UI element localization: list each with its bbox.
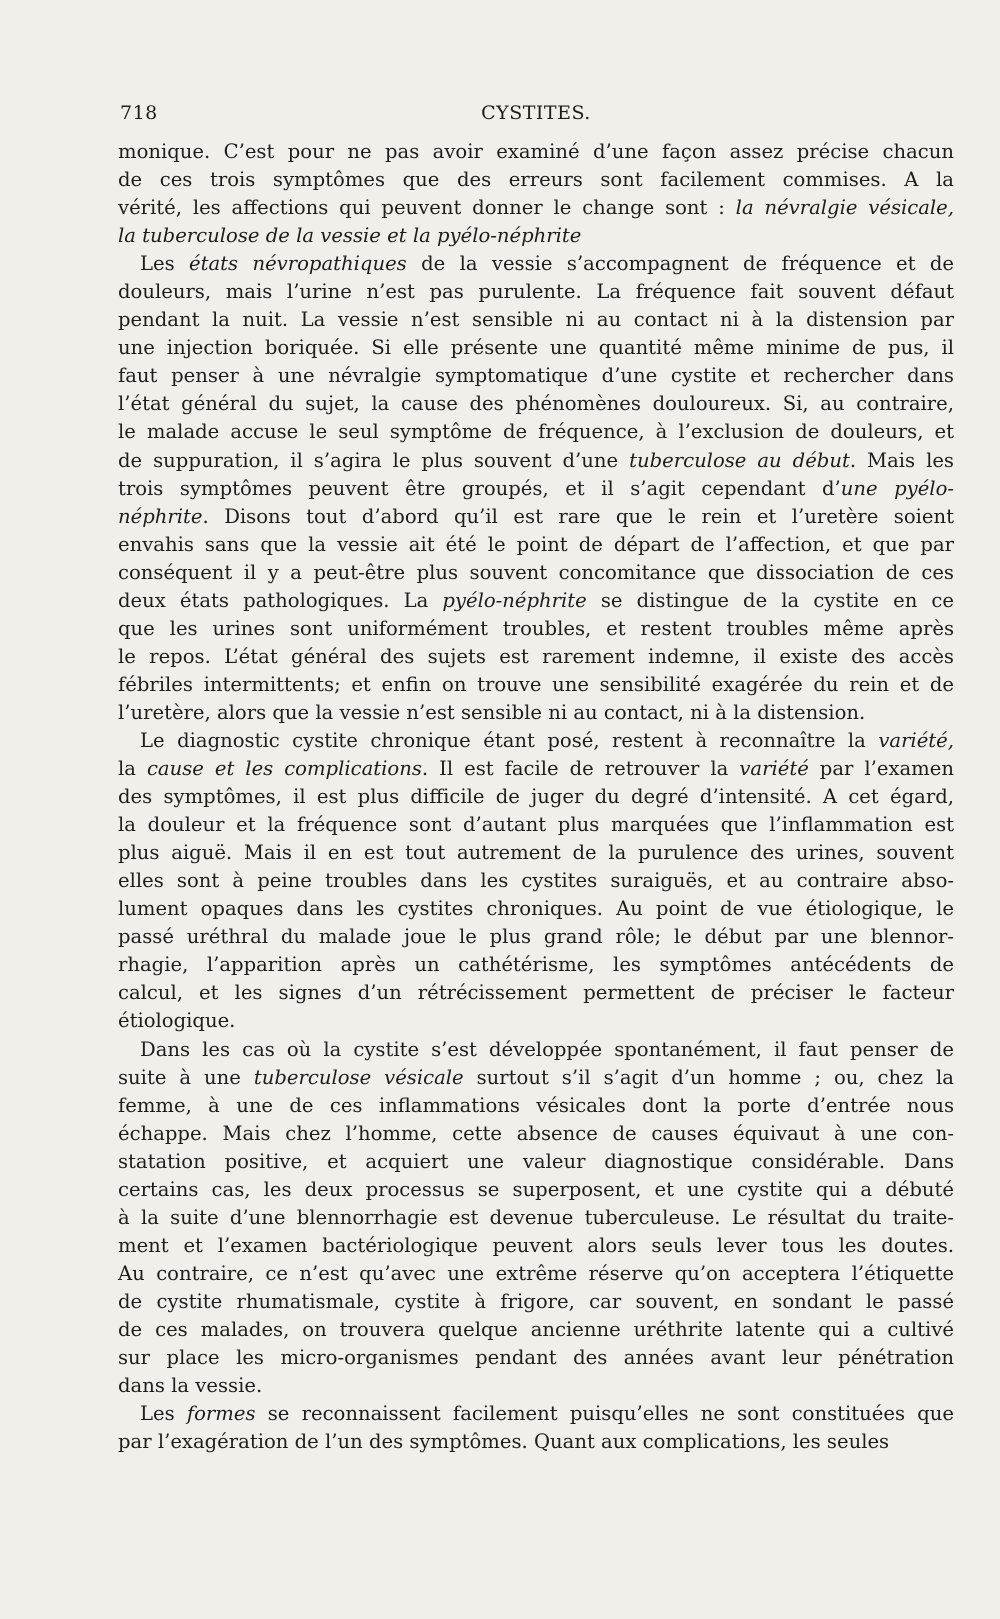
text-segment: que les urines sont uniformément troubles, et restent troubles même après <box>118 616 954 640</box>
text-segment: deux états pathologiques. La <box>118 588 443 612</box>
text-segment: plus aiguë. Mais il en est tout autrement de la purulence des urines, souvent <box>118 841 954 865</box>
text-line <box>118 951 954 979</box>
text-line <box>118 1260 954 1288</box>
text-line <box>118 1232 954 1260</box>
text-line <box>118 166 954 194</box>
text-segment: dans la vessie. <box>118 1374 263 1398</box>
text-segment: . Disons tout d’abord qu’il est rare que le rein et l’uretère soient <box>202 504 954 528</box>
text-line <box>118 250 954 278</box>
text-line <box>118 671 954 699</box>
text-segment: calcul, et les signes d’un rétrécissement permettent de préciser le facteur <box>118 981 954 1005</box>
text-segment: Dans les cas où la cystite s’est développée spontanément, il faut penser de <box>140 1037 954 1061</box>
text-segment: rhagie, l’apparition après un cathétérisme, les symptômes antécédents de <box>118 953 954 977</box>
text-line <box>118 390 954 418</box>
text-line <box>118 1428 954 1456</box>
text-segment: Les <box>140 1402 187 1426</box>
italic-text: la tuberculose de la vessie et la pyélo-néphrite <box>118 224 582 248</box>
text-segment: monique. C’est pour ne pas avoir examiné d’une façon assez précise chacun <box>118 140 954 163</box>
text-line <box>118 1204 954 1232</box>
text-segment: de cystite rhumatismale, cystite à frigore, car souvent, en sondant le passé <box>118 1289 954 1313</box>
text-line <box>118 699 954 727</box>
italic-text: variété, <box>878 728 954 752</box>
text-line <box>118 1120 954 1148</box>
text-line <box>118 334 954 362</box>
text-line <box>118 1036 954 1064</box>
text-segment: l’uretère, alors que la vessie n’est sensible ni au contact, ni à la distension. <box>118 700 866 724</box>
text-line <box>118 1344 954 1372</box>
text-line <box>118 783 954 811</box>
text-segment: se reconnaissent facilement puisqu’elles ne sont constituées que <box>255 1402 954 1426</box>
text-line <box>118 643 954 671</box>
text-segment: par l’exagération de l’un des symptômes. Quant aux complications, les seules <box>118 1430 890 1454</box>
text-segment: fébriles intermittents; et enfin on trouve une sensibilité exagérée du rein et de <box>118 672 954 696</box>
italic-text: variété <box>739 757 809 781</box>
italic-text: tuberculose vésicale <box>253 1065 464 1089</box>
text-segment: envahis sans que la vessie ait été le point de départ de l’affection, et que par <box>118 532 954 556</box>
text-segment: . Mais les <box>849 448 954 472</box>
italic-text: tuberculose au début <box>629 448 850 472</box>
italic-text: une pyélo- <box>840 476 954 500</box>
text-segment: pendant la nuit. La vessie n’est sensible ni au contact ni à la distension par <box>118 308 954 332</box>
text-segment: surtout s’il s’agit d’un homme ; ou, chez la <box>463 1065 954 1089</box>
text-line <box>118 839 954 867</box>
text-segment: à la suite d’une blennorrhagie est devenue tuberculeuse. Le résultat du traite- <box>118 1205 954 1229</box>
italic-text: formes <box>186 1402 256 1426</box>
text-segment: . Il est facile de retrouver la <box>421 757 740 781</box>
text-line <box>118 587 954 615</box>
text-segment: conséquent il y a peut-être plus souvent concomitance que dissociation de ces <box>118 560 954 584</box>
text-line <box>118 475 954 503</box>
text-line <box>118 895 954 923</box>
text-segment: une injection boriquée. Si elle présente une quantité même minime de pus, il <box>118 336 954 360</box>
text-line <box>118 1007 954 1035</box>
text-line <box>118 418 954 446</box>
text-segment: lument opaques dans les cystites chroniques. Au point de vue étiologique, le <box>118 897 954 921</box>
text-line <box>118 1288 954 1316</box>
text-line <box>118 727 954 755</box>
text-segment: le repos. L’état général des sujets est rarement indemne, il existe des accès <box>118 644 954 668</box>
text-segment: Le diagnostic cystite chronique étant posé, restent à reconnaître la <box>140 728 879 752</box>
page-number: 718 <box>120 102 158 124</box>
italic-text: la névralgie vésicale, <box>735 196 955 220</box>
text-segment: sur place les micro-organismes pendant des années avant leur pénétration <box>118 1346 954 1370</box>
text-line <box>118 1064 954 1092</box>
text-segment: de suppuration, il s’agira le plus souvent d’une <box>118 448 630 472</box>
text-line <box>118 559 954 587</box>
text-line <box>118 1148 954 1176</box>
text-line <box>118 222 954 250</box>
text-segment: de la vessie s’accompagnent de fréquence et de <box>406 252 954 276</box>
text-line <box>118 1400 954 1428</box>
text-segment: étiologique. <box>118 1009 236 1033</box>
text-segment: échappe. Mais chez l’homme, cette absence de causes équivaut à une con- <box>118 1121 954 1145</box>
text-line <box>118 1092 954 1120</box>
page-header <box>118 100 954 130</box>
text-line <box>118 278 954 306</box>
text-line <box>118 615 954 643</box>
text-line <box>118 979 954 1007</box>
text-line <box>118 531 954 559</box>
text-line <box>118 306 954 334</box>
italic-text: cause et les complications <box>146 757 422 781</box>
text-segment: suite à une <box>118 1065 254 1089</box>
italic-text: états névropathiques <box>189 252 407 276</box>
text-line <box>118 503 954 531</box>
body-text <box>118 138 954 1456</box>
text-line <box>118 811 954 839</box>
text-line <box>118 1372 954 1400</box>
text-segment: trois symptômes peuvent être groupés, et il s’agit cependant d’ <box>118 476 841 500</box>
running-title: CYSTITES. <box>481 102 591 124</box>
text-segment: la <box>118 757 147 781</box>
italic-text: pyélo-néphrite <box>442 588 587 612</box>
text-line <box>118 447 954 475</box>
text-segment: se distingue de la cystite en ce <box>586 588 954 612</box>
text-segment: la douleur et la fréquence sont d’autant plus marquées que l’inflammation est <box>118 813 954 837</box>
text-segment: statation positive, et acquiert une valeur diagnostique considérable. Dans <box>118 1149 954 1173</box>
text-line <box>118 755 954 783</box>
text-line <box>118 923 954 951</box>
text-line <box>118 1316 954 1344</box>
text-segment: passé uréthral du malade joue le plus grand rôle; le début par une blennor- <box>118 925 954 949</box>
text-segment: par l’examen <box>808 757 954 781</box>
text-line <box>118 362 954 390</box>
text-segment: des symptômes, il est plus difficile de juger du degré d’intensité. A cet égard, <box>118 785 954 809</box>
text-segment: femme, à une de ces inflammations vésicales dont la porte d’entrée nous <box>118 1093 954 1117</box>
text-segment: Les <box>140 252 190 276</box>
text-segment: douleurs, mais l’urine n’est pas purulente. La fréquence fait souvent défaut <box>118 280 954 304</box>
text-segment: le malade accuse le seul symptôme de fréquence, à l’exclusion de douleurs, et <box>118 420 954 444</box>
text-line <box>118 1176 954 1204</box>
text-segment: de ces malades, on trouvera quelque ancienne uréthrite latente qui a cultivé <box>118 1317 954 1341</box>
text-segment: ment et l’examen bactériologique peuvent alors seuls lever tous les doutes. <box>118 1233 954 1257</box>
text-segment: certains cas, les deux processus se superposent, et une cystite qui a débuté <box>118 1177 954 1201</box>
text-segment: vérité, les affections qui peuvent donner le change sont : <box>118 196 736 220</box>
text-segment: elles sont à peine troubles dans les cystites suraiguës, et au contraire abso- <box>118 869 954 893</box>
italic-text: néphrite <box>118 504 203 528</box>
text-segment: de ces trois symptômes que des erreurs sont facilement commises. A la <box>118 168 954 192</box>
text-segment: Au contraire, ce n’est qu’avec une extrême réserve qu’on acceptera l’étiquette <box>118 1261 954 1285</box>
text-segment: l’état général du sujet, la cause des phénomènes douloureux. Si, au contraire, <box>118 392 954 416</box>
text-line <box>118 867 954 895</box>
text-line <box>118 138 954 166</box>
text-segment: faut penser à une névralgie symptomatique d’une cystite et rechercher dans <box>118 364 954 388</box>
text-line <box>118 194 954 222</box>
